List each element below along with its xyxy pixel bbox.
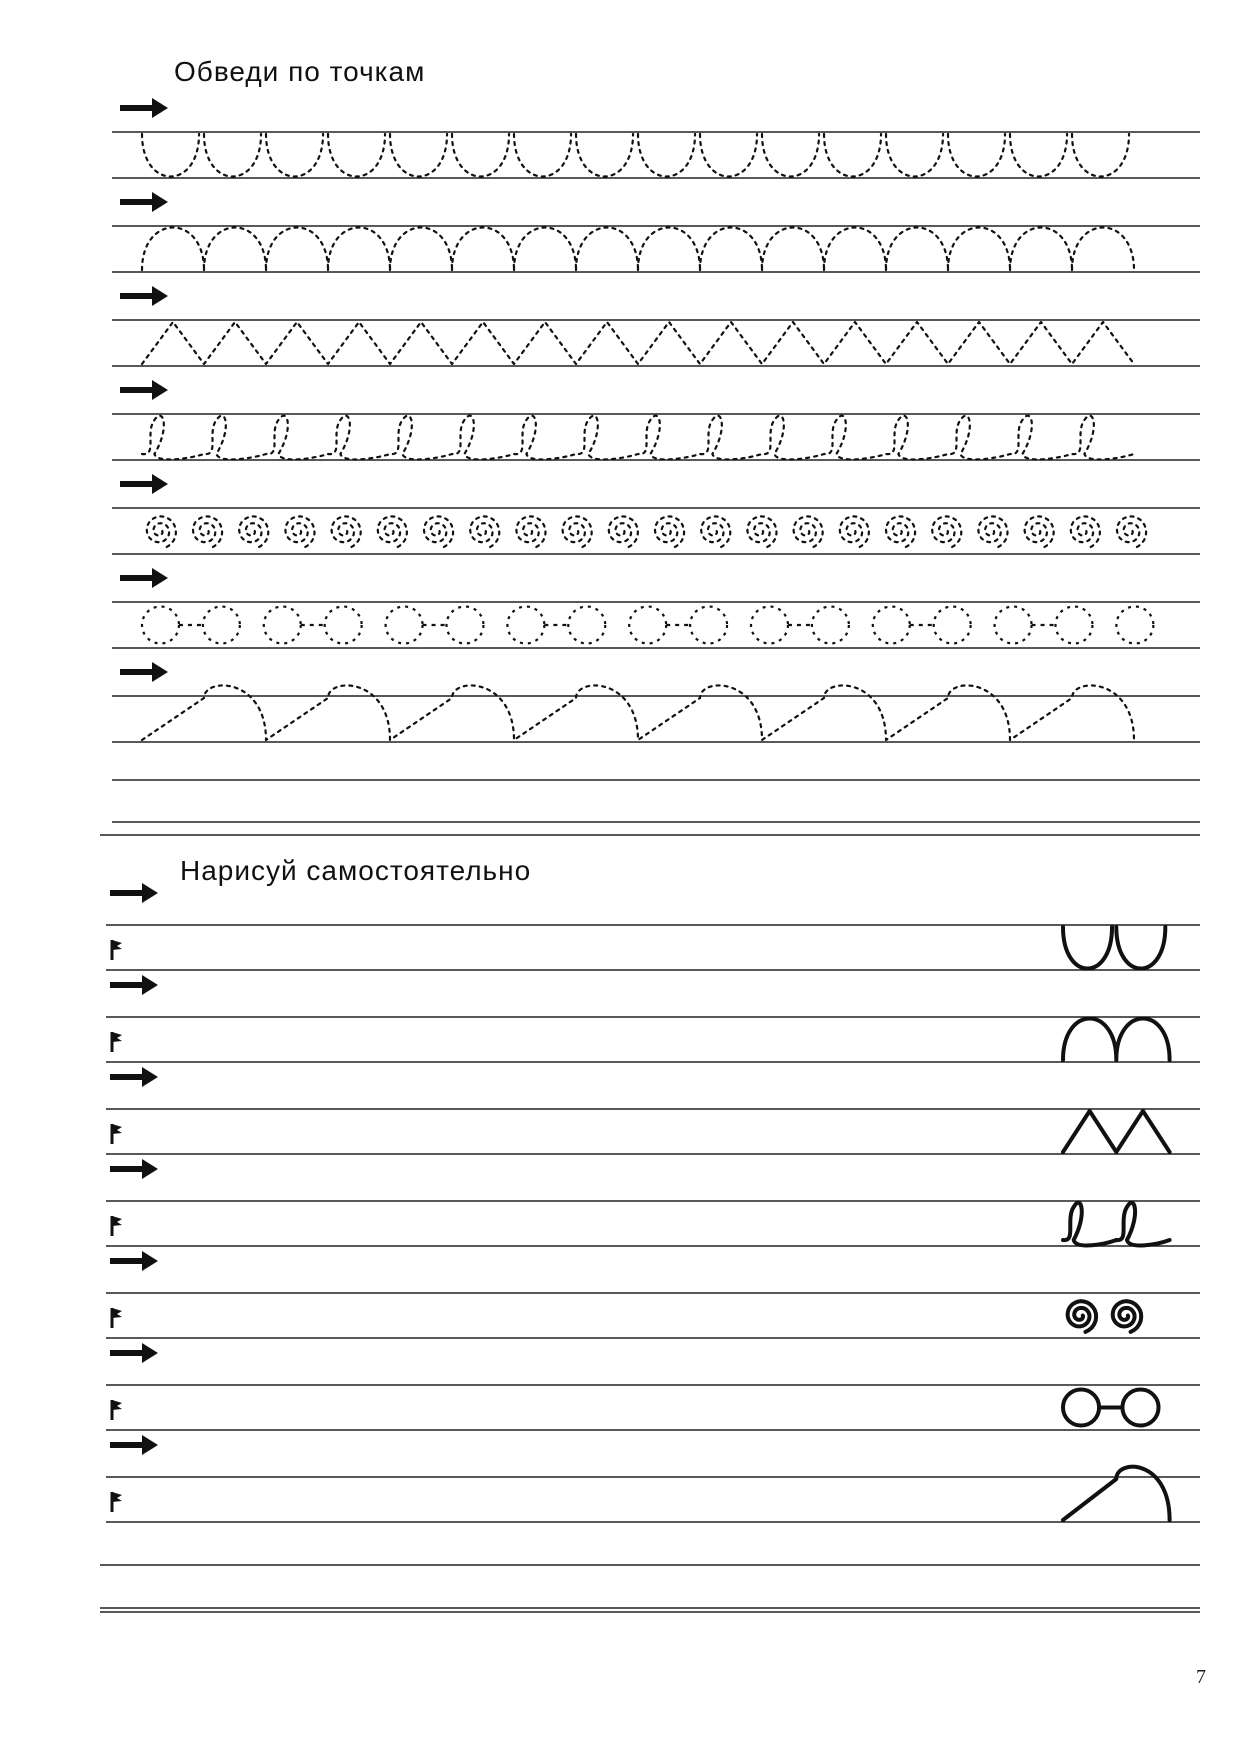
arrow-right-icon — [110, 1435, 158, 1455]
draw-section-title: Нарисуй самостоятельно — [180, 855, 532, 886]
spiral-shape — [978, 516, 1007, 547]
trace-row — [112, 662, 1200, 742]
spiral-shape — [516, 516, 545, 547]
circle-shape — [1122, 1389, 1158, 1425]
draw-row — [106, 883, 1200, 970]
circle-shape — [873, 607, 910, 644]
spiral-shape — [563, 516, 592, 547]
spiral-shape — [886, 516, 915, 547]
sample-pattern — [1068, 1301, 1142, 1332]
spiral-shape — [1071, 516, 1100, 547]
draw-row — [106, 1251, 1200, 1338]
arrow-right-icon — [110, 1067, 158, 1087]
trace-row — [112, 286, 1200, 366]
cup-arcs-pattern — [1063, 927, 1165, 969]
draw-row — [106, 975, 1200, 1062]
arc-and-diagonal-pattern — [142, 685, 1134, 740]
arrow-right-icon — [110, 975, 158, 995]
sample-pattern — [1063, 1203, 1170, 1246]
spiral-shape — [239, 516, 268, 547]
spiral-shape — [1025, 516, 1054, 547]
spiral-shape — [932, 516, 961, 547]
spiral-shape — [840, 516, 869, 547]
trace-row — [112, 568, 1200, 648]
cup-arcs-pattern — [142, 134, 1129, 177]
draw-section — [100, 883, 1200, 1612]
circle-shape — [447, 607, 484, 644]
flag-icon — [112, 1308, 122, 1328]
spiral-shape — [378, 516, 407, 547]
circle-shape — [264, 607, 301, 644]
arrow-right-icon — [120, 474, 168, 494]
sample-pattern — [1063, 1467, 1170, 1520]
spiral-shape — [1113, 1301, 1142, 1332]
sample-pattern — [1063, 1018, 1170, 1060]
circle-shape — [690, 607, 727, 644]
circle-shape — [203, 607, 240, 644]
circle-shape — [142, 607, 179, 644]
sample-pattern — [1063, 927, 1165, 969]
circle-shape — [1116, 607, 1153, 644]
draw-row — [106, 1159, 1200, 1246]
dome-arcs-pattern — [1063, 1018, 1170, 1060]
circle-shape — [995, 607, 1032, 644]
arc-and-diagonal-pattern — [1063, 1467, 1170, 1520]
spiral-shape — [1068, 1301, 1097, 1332]
spiral-shape — [794, 516, 823, 547]
circle-shape — [1056, 607, 1093, 644]
loops-pattern — [1063, 1203, 1170, 1246]
flag-icon — [112, 1400, 122, 1420]
sample-pattern — [1063, 1389, 1159, 1425]
trace-row — [112, 98, 1200, 178]
spiral-shape — [747, 516, 776, 547]
trace-row — [112, 192, 1200, 272]
flag-icon — [112, 1216, 122, 1236]
zigzag-pattern — [142, 322, 1134, 364]
circle-shape — [1063, 1389, 1099, 1425]
arrow-right-icon — [120, 286, 168, 306]
spiral-shape — [701, 516, 730, 547]
draw-row — [106, 1343, 1200, 1430]
spiral-shape — [332, 516, 361, 547]
arrow-right-icon — [120, 568, 168, 588]
dome-arcs-pattern — [142, 227, 1134, 270]
circle-shape — [629, 607, 666, 644]
spiral-shape — [424, 516, 453, 547]
trace-section — [100, 98, 1200, 835]
circle-shape — [325, 607, 362, 644]
spiral-shape — [285, 516, 314, 547]
spiral-shape — [1117, 516, 1146, 547]
flag-icon — [112, 1492, 122, 1512]
page-number: 7 — [1196, 1666, 1206, 1688]
zigzag-pattern — [1063, 1111, 1170, 1152]
circle-shape — [812, 607, 849, 644]
trace-row — [112, 380, 1200, 460]
spiral-shape — [470, 516, 499, 547]
circle-shape — [751, 607, 788, 644]
circle-shape — [507, 607, 544, 644]
spiral-shape — [193, 516, 222, 547]
draw-row — [106, 1067, 1200, 1154]
flag-icon — [112, 1032, 122, 1052]
sample-pattern — [1063, 1111, 1170, 1152]
arrow-right-icon — [110, 883, 158, 903]
arrow-right-icon — [120, 192, 168, 212]
trace-section-title: Обведи по точкам — [174, 56, 426, 87]
circle-shape — [934, 607, 971, 644]
loops-pattern — [142, 416, 1134, 460]
spiral-shape — [609, 516, 638, 547]
arrow-right-icon — [110, 1343, 158, 1363]
trace-row — [112, 474, 1200, 554]
draw-row — [106, 1435, 1200, 1522]
arrow-right-icon — [110, 1159, 158, 1179]
arrow-right-icon — [120, 662, 168, 682]
spiral-shape — [655, 516, 684, 547]
flag-icon — [112, 940, 122, 960]
arrow-right-icon — [120, 98, 168, 118]
flag-icon — [112, 1124, 122, 1144]
arrow-right-icon — [110, 1251, 158, 1271]
circle-shape — [386, 607, 423, 644]
arrow-right-icon — [120, 380, 168, 400]
spiral-shape — [147, 516, 176, 547]
circle-shape — [568, 607, 605, 644]
